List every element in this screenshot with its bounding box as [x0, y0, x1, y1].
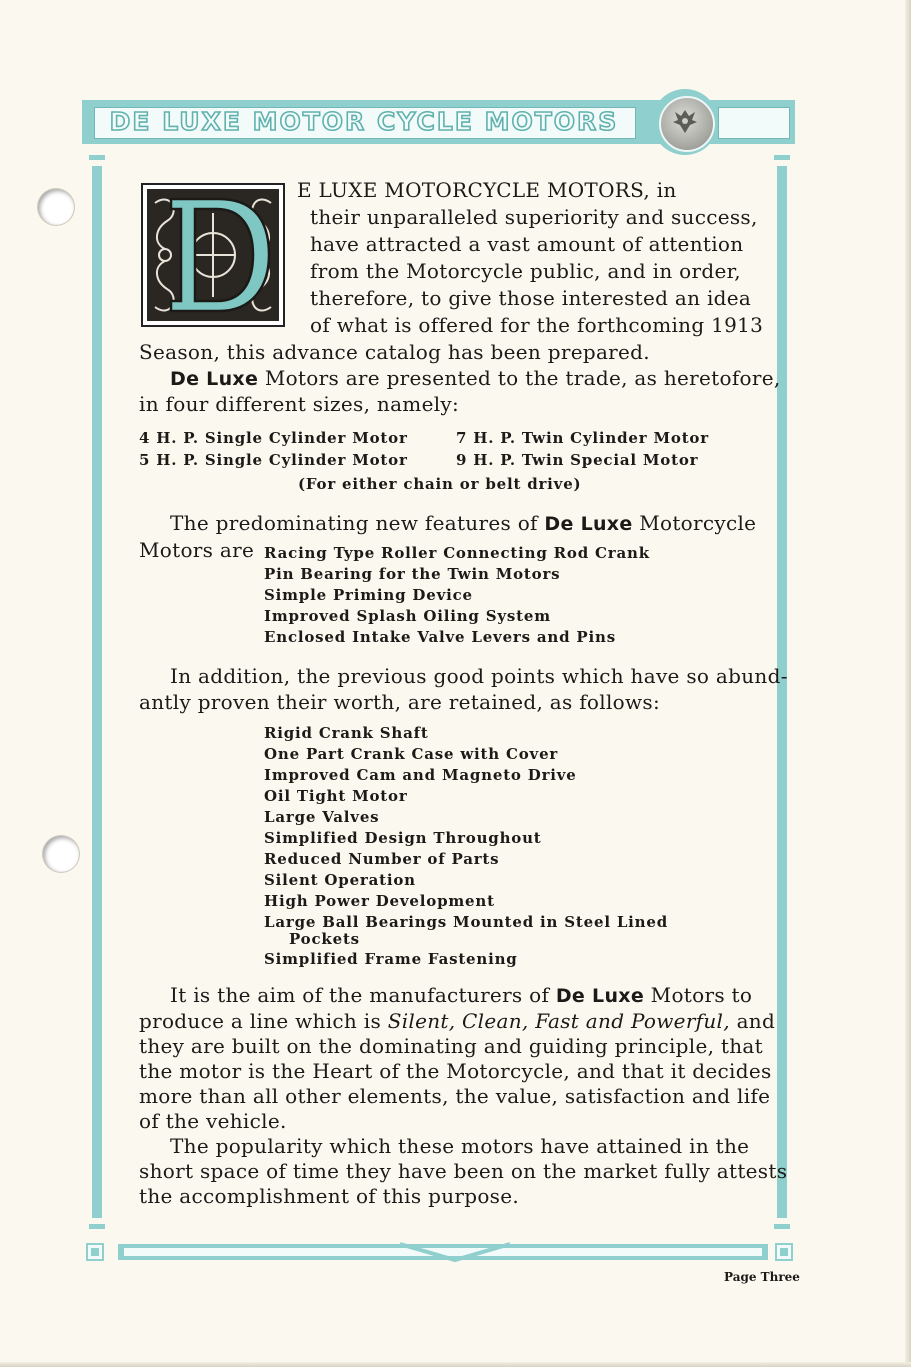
features-intro: The predominating new features of De Luxe Motorcycle [170, 511, 757, 535]
retained-item: Large Ball Bearings Mounted in Steel Lined [264, 913, 669, 931]
retained-item: Rigid Crank Shaft [264, 724, 429, 742]
intro-line: therefore, to give those interested an idea [310, 286, 752, 310]
header-right-panel [718, 107, 790, 139]
size-item: 7 H. P. Twin Cylinder Motor [456, 429, 709, 447]
aim-line: of the vehicle. [139, 1109, 287, 1133]
feature-item: Simple Priming Device [264, 586, 473, 604]
left-border-bar [92, 166, 102, 1218]
feature-item: Pin Bearing for the Twin Motors [264, 565, 561, 583]
aim-line: they are built on the dominating and guiding principle, that [139, 1034, 763, 1058]
retained-item: Simplified Frame Fastening [264, 950, 518, 968]
retained-item: Large Valves [264, 808, 380, 826]
sizes-intro: De Luxe Motors are presented to the trade, as heretofore, [170, 366, 781, 390]
size-item: 9 H. P. Twin Special Motor [456, 451, 699, 469]
left-border-cap-top [89, 155, 105, 160]
left-border-cap-bottom [89, 1224, 105, 1229]
intro-line: of what is offered for the forthcoming 1913 [310, 313, 764, 337]
popularity-line: The popularity which these motors have attained in the [170, 1134, 750, 1158]
size-item: 5 H. P. Single Cylinder Motor [139, 451, 408, 469]
feature-item: Enclosed Intake Valve Levers and Pins [264, 628, 616, 646]
winged-emblem-icon [671, 106, 699, 136]
dropcap-d-ornament [141, 183, 285, 327]
intro-line: their unparalleled superiority and success, [310, 205, 758, 229]
corner-ornament-left [86, 1243, 104, 1261]
retained-item: Pockets [289, 930, 360, 948]
retained-item: Improved Cam and Magneto Drive [264, 766, 577, 784]
retained-item: One Part Crank Case with Cover [264, 745, 559, 763]
footer-chevron-ornament [400, 1240, 510, 1264]
retained-intro: antly proven their worth, are retained, as follows: [139, 690, 661, 714]
retained-item: High Power Development [264, 892, 495, 910]
size-item: 4 H. P. Single Cylinder Motor [139, 429, 408, 447]
aim-line: produce a line which is Silent, Clean, Fast and Powerful, and [139, 1009, 776, 1033]
retained-item: Simplified Design Throughout [264, 829, 542, 847]
drive-note: (For either chain or belt drive) [298, 475, 582, 493]
aim-line: more than all other elements, the value, satisfaction and life [139, 1084, 771, 1108]
aim-line: the motor is the Heart of the Motorcycle, and that it decides [139, 1059, 772, 1083]
right-border-bar [777, 166, 787, 1218]
punch-hole-top [38, 189, 74, 225]
popularity-line: short space of time they have been on the market fully attests [139, 1159, 788, 1183]
retained-intro: In addition, the previous good points which have so abund- [170, 664, 788, 688]
header-title: DE LUXE MOTOR CYCLE MOTORS [109, 107, 619, 136]
right-border-cap-bottom [774, 1224, 790, 1229]
right-border-cap-top [774, 155, 790, 160]
intro-line: Season, this advance catalog has been prepared. [139, 340, 650, 364]
retained-item: Oil Tight Motor [264, 787, 408, 805]
brand-name: De Luxe [170, 368, 259, 390]
retained-item: Reduced Number of Parts [264, 850, 500, 868]
aim-line: It is the aim of the manufacturers of De Luxe Motors to [170, 983, 753, 1007]
punch-hole-bottom [43, 836, 79, 872]
intro-line: from the Motorcycle public, and in order, [310, 259, 741, 283]
feature-item: Improved Splash Oiling System [264, 607, 551, 625]
intro-line: E LUXE MOTORCYCLE MOTORS, in [297, 178, 677, 202]
brand-name: De Luxe [544, 513, 633, 535]
features-lead: Motors are [139, 538, 255, 562]
aim-emphasis: Silent, Clean, Fast and Powerful, [387, 1009, 730, 1033]
corner-ornament-right [775, 1243, 793, 1261]
page-bottom-edge [0, 1362, 911, 1367]
page-number: Page Three [724, 1270, 800, 1284]
page-edge [905, 0, 911, 1367]
retained-item: Silent Operation [264, 871, 416, 889]
brand-name: De Luxe [555, 985, 645, 1007]
feature-item: Racing Type Roller Connecting Rod Crank [264, 544, 650, 562]
popularity-line: the accomplishment of this purpose. [139, 1184, 520, 1208]
sizes-intro-line2: in four different sizes, namely: [139, 392, 460, 416]
intro-line: have attracted a vast amount of attention [310, 232, 744, 256]
